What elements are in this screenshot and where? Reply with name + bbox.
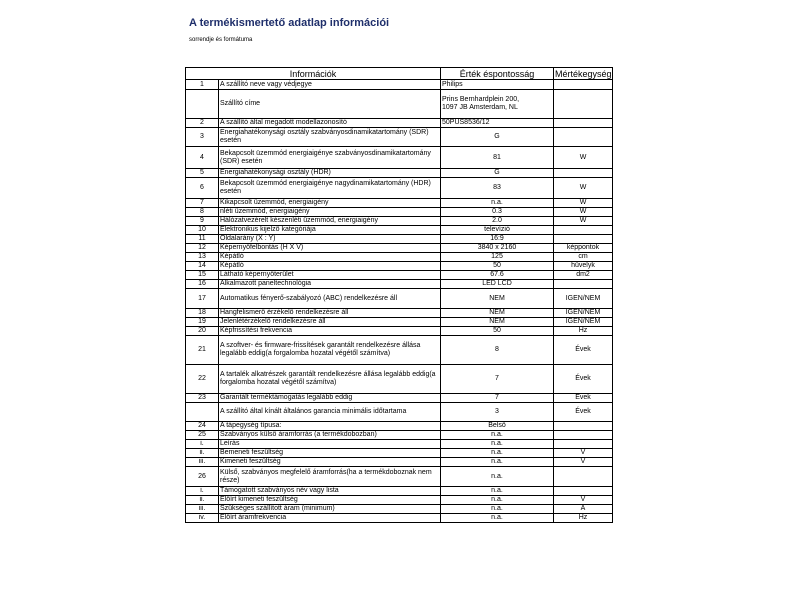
row-number: 2 <box>186 119 219 128</box>
row-value: 16:9 <box>441 235 554 244</box>
row-value: n.a. <box>441 487 554 496</box>
row-number: 12 <box>186 244 219 253</box>
row-label: Képátló <box>219 262 441 271</box>
row-label: Támogatott szabványos név vagy lista <box>219 487 441 496</box>
row-value: Belső <box>441 422 554 431</box>
table-row <box>186 496 613 505</box>
row-unit: W <box>554 147 613 169</box>
row-value: 0.3 <box>441 208 554 217</box>
row-unit <box>554 119 613 128</box>
row-label: Szükséges szállított áram (minimum) <box>219 505 441 514</box>
product-info-table <box>185 67 613 523</box>
row-value: 7 <box>441 394 554 403</box>
table-row <box>186 90 613 119</box>
row-value: 3840 x 2160 <box>441 244 554 253</box>
row-label: Alkalmazott paneltechnológia <box>219 280 441 289</box>
row-label: A tartalék alkatrészek garantált rendelkezésre állása legalább eddig(a forgalomba hozatal végétől számítva) <box>219 365 441 394</box>
table-row <box>186 505 613 514</box>
table-row <box>186 262 613 271</box>
table-row <box>186 128 613 147</box>
row-label: A szállító neve vagy védjegye <box>219 80 441 90</box>
table-row <box>186 309 613 318</box>
row-number: 13 <box>186 253 219 262</box>
row-value: NEM <box>441 289 554 309</box>
row-number: 3 <box>186 128 219 147</box>
table-row <box>186 289 613 309</box>
row-number: 18 <box>186 309 219 318</box>
table-row <box>186 449 613 458</box>
header-information: Információk <box>186 68 441 80</box>
row-label: Energiahatékonysági osztály szabványosdinamikatartomány (SDR) esetén <box>219 128 441 147</box>
row-unit: IGEN/NEM <box>554 289 613 309</box>
table-row <box>186 327 613 336</box>
row-unit: Évek <box>554 394 613 403</box>
row-number: 9 <box>186 217 219 226</box>
row-number: 7 <box>186 199 219 208</box>
table-row <box>186 235 613 244</box>
row-value: G <box>441 128 554 147</box>
row-unit: IGEN/NEM <box>554 318 613 327</box>
row-unit <box>554 440 613 449</box>
row-label: Képernyőfelbontás (H X V) <box>219 244 441 253</box>
row-unit: Hz <box>554 514 613 523</box>
row-label: Képfrissítési frekvencia <box>219 327 441 336</box>
row-number: 4 <box>186 147 219 169</box>
row-unit: A <box>554 505 613 514</box>
row-number: 17 <box>186 289 219 309</box>
row-value: n.a. <box>441 458 554 467</box>
row-number: 15 <box>186 271 219 280</box>
row-label: Bekapcsolt üzemmód energiaigénye nagydinamikatartomány (HDR) esetén <box>219 178 441 199</box>
row-unit <box>554 280 613 289</box>
table-row <box>186 80 613 90</box>
row-number: 14 <box>186 262 219 271</box>
row-label: Kikapcsolt üzemmód, energiaigény <box>219 199 441 208</box>
header-unit: Mértékegység <box>555 68 612 79</box>
row-label: A szoftver- és firmware-frissítések garantált rendelkezésre állása legalább eddig(a forgalomba hozatal végétől számítva) <box>219 336 441 365</box>
table-header-row <box>186 68 613 80</box>
row-value: televízió <box>441 226 554 235</box>
row-value: 2.0 <box>441 217 554 226</box>
row-number: iii. <box>186 458 219 467</box>
row-label: Leírás <box>219 440 441 449</box>
table-row <box>186 336 613 365</box>
table-row <box>186 318 613 327</box>
table-row <box>186 253 613 262</box>
row-label: A tápegység típusa: <box>219 422 441 431</box>
row-value: LED LCD <box>441 280 554 289</box>
row-unit <box>554 80 613 90</box>
row-number: 10 <box>186 226 219 235</box>
row-unit: Hz <box>554 327 613 336</box>
row-number: iii. <box>186 505 219 514</box>
row-number: 21 <box>186 336 219 365</box>
row-label: Elektronikus kijelző kategóriája <box>219 226 441 235</box>
table-row <box>186 487 613 496</box>
row-value: 50 <box>441 327 554 336</box>
row-value: n.a. <box>441 514 554 523</box>
row-label: Hangfelismerő érzékelő rendelkezésre áll <box>219 309 441 318</box>
row-unit <box>554 235 613 244</box>
row-value: NEM <box>441 318 554 327</box>
row-value: 3 <box>441 403 554 422</box>
row-unit <box>554 169 613 178</box>
row-unit: V <box>554 449 613 458</box>
row-number: 11 <box>186 235 219 244</box>
row-value: Philips <box>441 80 554 90</box>
row-label: Külső, szabványos megfelelő áramforrás(ha a termékdoboznak nem része) <box>219 467 441 487</box>
table-row <box>186 365 613 394</box>
row-label: Kimeneti feszültség <box>219 458 441 467</box>
row-value: 125 <box>441 253 554 262</box>
table-row <box>186 147 613 169</box>
table-row <box>186 403 613 422</box>
table-row <box>186 271 613 280</box>
row-value: n.a. <box>441 467 554 487</box>
table-row <box>186 226 613 235</box>
table-row <box>186 208 613 217</box>
row-value: 50PUS8536/12 <box>441 119 554 128</box>
row-value: n.a. <box>441 496 554 505</box>
row-label: Hálózatvezérelt készenléti üzemmód, energiaigény <box>219 217 441 226</box>
row-label: Automatikus fényerő-szabályozó (ABC) rendelkezésre áll <box>219 289 441 309</box>
row-number <box>186 90 219 119</box>
row-value: G <box>441 169 554 178</box>
row-label: Bekapcsolt üzemmód energiaigénye szabványosdinamikatartomány (SDR) esetén <box>219 147 441 169</box>
row-unit: V <box>554 458 613 467</box>
row-unit: dm2 <box>554 271 613 280</box>
row-number: 23 <box>186 394 219 403</box>
page-title: A termékismertető adatlap információi <box>189 17 390 29</box>
row-unit: V <box>554 496 613 505</box>
row-label: Energiahatékonysági osztály (HDR) <box>219 169 441 178</box>
row-number: i. <box>186 440 219 449</box>
page-subtitle: sorrendje és formátuma <box>189 37 253 43</box>
table-header <box>186 68 613 80</box>
row-number: ii. <box>186 449 219 458</box>
row-number: 25 <box>186 431 219 440</box>
row-value: NEM <box>441 309 554 318</box>
row-unit <box>554 226 613 235</box>
row-label: Szabványos külső áramforrás (a termékdobozban) <box>219 431 441 440</box>
table-row <box>186 467 613 487</box>
row-value: 7 <box>441 365 554 394</box>
row-label: A szállító által kínált általános garancia minimális időtartama <box>219 403 441 422</box>
row-label: Szállító címe <box>219 90 441 119</box>
table-row <box>186 119 613 128</box>
row-value: 50 <box>441 262 554 271</box>
row-value: n.a. <box>441 449 554 458</box>
table-row <box>186 244 613 253</box>
row-unit <box>554 431 613 440</box>
row-unit: cm <box>554 253 613 262</box>
row-unit: Évek <box>554 336 613 365</box>
row-value: 83 <box>441 178 554 199</box>
row-number: 6 <box>186 178 219 199</box>
row-label: Jelenlétérzékelő rendelkezésre áll <box>219 318 441 327</box>
row-number: 24 <box>186 422 219 431</box>
table-row <box>186 431 613 440</box>
row-label: Előírt áramfrekvencia <box>219 514 441 523</box>
row-value: 67.6 <box>441 271 554 280</box>
row-label: Képátló <box>219 253 441 262</box>
table-row <box>186 394 613 403</box>
table-row <box>186 440 613 449</box>
table-row <box>186 169 613 178</box>
row-unit: W <box>554 208 613 217</box>
row-unit: W <box>554 217 613 226</box>
row-value: n.a. <box>441 505 554 514</box>
table-body <box>186 80 613 523</box>
row-number: 8 <box>186 208 219 217</box>
row-unit <box>554 128 613 147</box>
row-number: 22 <box>186 365 219 394</box>
row-label: Bemeneti feszültség <box>219 449 441 458</box>
row-number: iv. <box>186 514 219 523</box>
header-value-precision: Érték éspontosság <box>441 68 554 80</box>
row-value: n.a. <box>441 431 554 440</box>
row-unit <box>554 487 613 496</box>
row-number: ii. <box>186 496 219 505</box>
table-row <box>186 178 613 199</box>
row-value: n.a. <box>441 199 554 208</box>
row-unit: képpontok <box>554 244 613 253</box>
row-value: 8 <box>441 336 554 365</box>
row-label: Előírt kimeneti feszültség <box>219 496 441 505</box>
table-row <box>186 280 613 289</box>
table-row <box>186 217 613 226</box>
row-value: 81 <box>441 147 554 169</box>
table-row <box>186 422 613 431</box>
row-number: 16 <box>186 280 219 289</box>
row-value: Prins Bernhardplein 200, 1097 JB Amsterdam, NL <box>441 90 554 119</box>
row-unit: hüvelyk <box>554 262 613 271</box>
row-unit: Évek <box>554 365 613 394</box>
row-number <box>186 403 219 422</box>
row-number: 5 <box>186 169 219 178</box>
row-unit <box>554 90 613 119</box>
row-unit <box>554 422 613 431</box>
row-label: Oldalarány (X : Y) <box>219 235 441 244</box>
row-label: Garantált terméktámogatás legalább eddig <box>219 394 441 403</box>
row-unit <box>554 467 613 487</box>
table-row <box>186 199 613 208</box>
row-label: Látható képernyőterület <box>219 271 441 280</box>
row-value: n.a. <box>441 440 554 449</box>
row-number: 1 <box>186 80 219 90</box>
row-unit: IGEN/NEM <box>554 309 613 318</box>
row-number: i. <box>186 487 219 496</box>
row-unit: W <box>554 178 613 199</box>
row-unit: W <box>554 199 613 208</box>
row-label: nléti üzemmód, energiaigény <box>219 208 441 217</box>
row-number: 20 <box>186 327 219 336</box>
table-row <box>186 458 613 467</box>
row-number: 19 <box>186 318 219 327</box>
row-label: A szállító által megadott modellazonosító <box>219 119 441 128</box>
row-unit: Évek <box>554 403 613 422</box>
table-row <box>186 514 613 523</box>
row-number: 26 <box>186 467 219 487</box>
